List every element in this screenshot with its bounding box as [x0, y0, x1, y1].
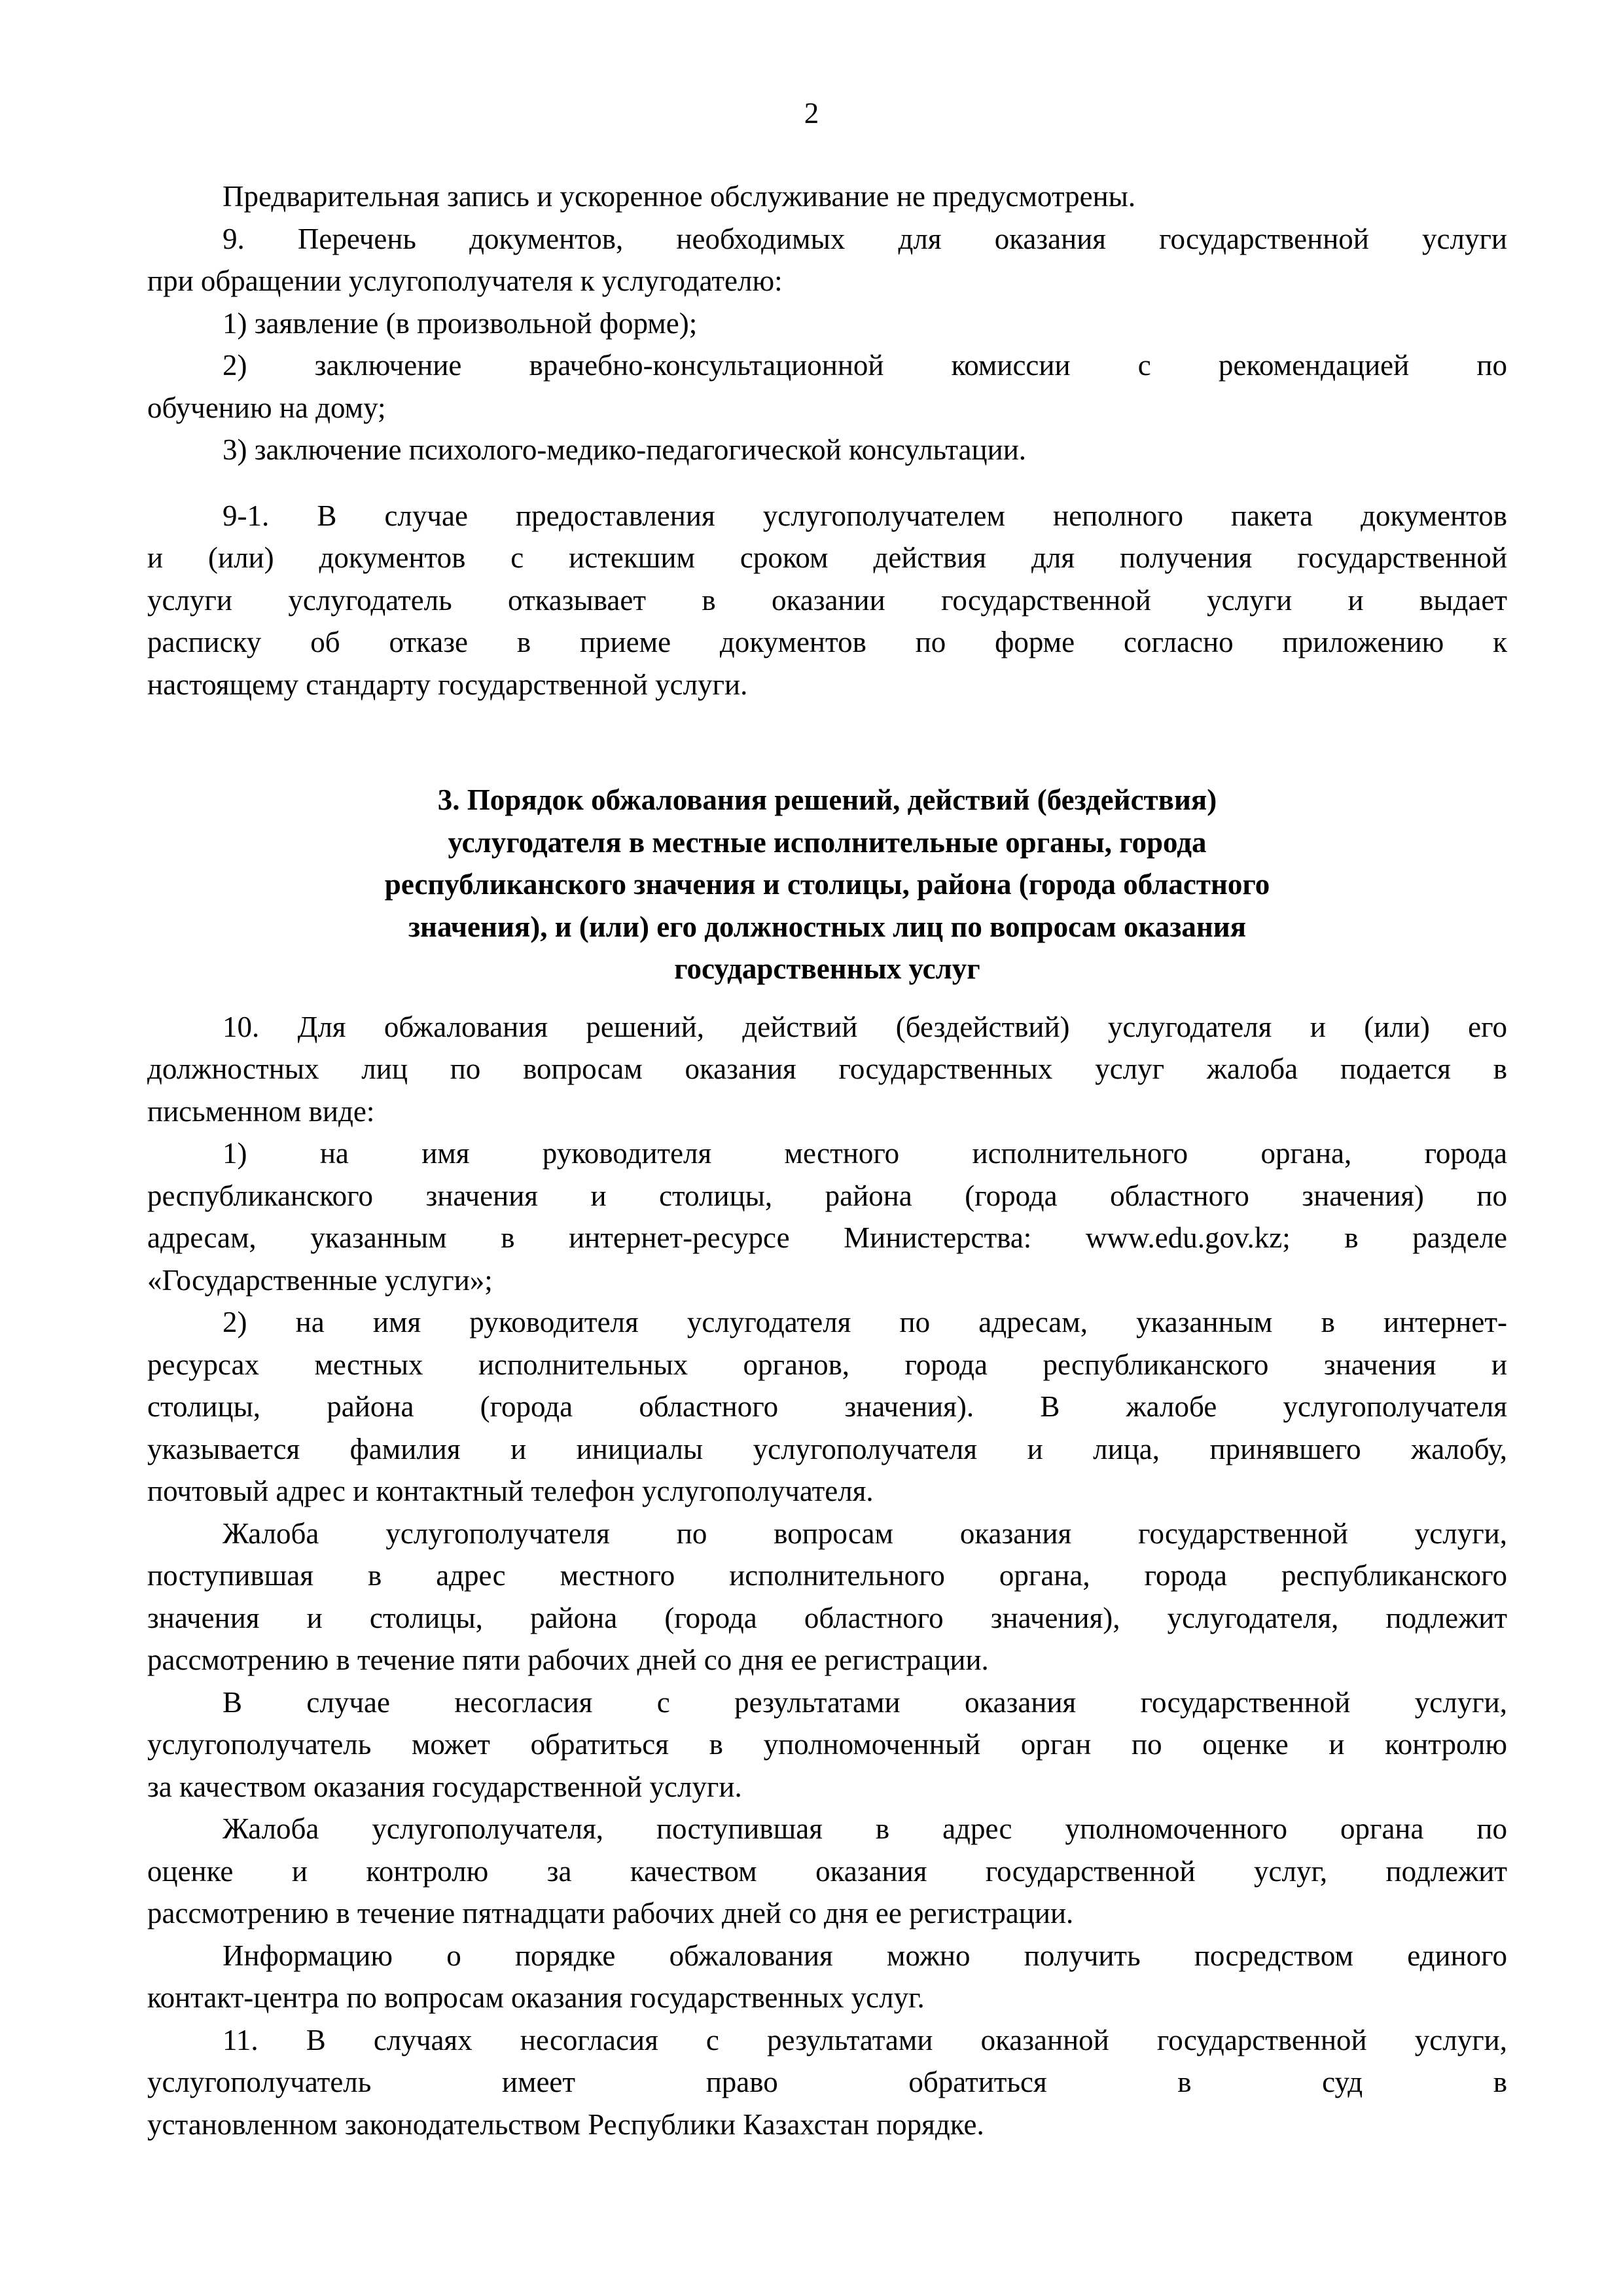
list-item-2-medical-commission — [147, 344, 1507, 429]
paragraph-11-court — [147, 2019, 1507, 2146]
text-line: 2) на имя руководителя услугодателя по адресам, указанным в интернет- — [223, 1306, 1507, 1338]
text-line: услугополучатель может обратиться в уполномоченный орган по оценке и контролю — [147, 1728, 1507, 1761]
text-line: 2) заключение врачебно-консультационной комиссии с рекомендацией по — [223, 349, 1507, 382]
text-line: 3) заключение психолого-медико-педагогической консультации. — [223, 433, 1027, 466]
heading-line: услугодателя в местные исполнительные органы, города — [448, 825, 1207, 859]
text-line: поступившая в адрес местного исполнительного органа, города республиканского — [147, 1559, 1507, 1592]
text-line: письменном виде: — [147, 1094, 375, 1128]
heading-line: республиканского значения и столицы, района (города областного — [384, 868, 1270, 901]
text-line: В случае несогласия с результатами оказания государственной услуги, — [223, 1685, 1507, 1719]
text-line: услуги услугодатель отказывает в оказании государственной услуги и выдает — [147, 583, 1507, 617]
text-line: установленном законодательством Республики Казахстан порядке. — [147, 2108, 984, 2141]
list-item-3-pmpk-conclusion — [147, 429, 1507, 471]
text-line: республиканского значения и столицы, района (города областного значения) по — [147, 1179, 1507, 1212]
paragraph-disagree-authorized-body — [147, 1681, 1507, 1808]
text-line: и (или) документов с истекшим сроком действия для получения государственной — [147, 541, 1507, 574]
text-line: 11. В случаях несогласия с результатами оказанной государственной услуги, — [223, 2023, 1507, 2056]
text-line: при обращении услугополучателя к услугодателю: — [147, 264, 783, 297]
text-line: за качеством оказания государственной услуги. — [147, 1770, 742, 1803]
paragraph-prebooking-note — [147, 175, 1507, 218]
text-line: 9. Перечень документов, необходимых для оказания государственной услуги — [223, 222, 1507, 255]
text-line: рассмотрению в течение пятнадцати рабочих дней со дня ее регистрации. — [147, 1897, 1074, 1929]
text-line: должностных лиц по вопросам оказания государственных услуг жалоба подается в — [147, 1052, 1507, 1085]
list-item-2-provider-address — [147, 1301, 1507, 1513]
page-number: 2 — [804, 97, 819, 130]
paragraph-complaint-review-5-days — [147, 1513, 1507, 1681]
paragraph-contact-center-info — [147, 1935, 1507, 2019]
text-line: столицы, района (города областного значения). В жалобе услугополучателя — [147, 1390, 1507, 1423]
text-line: 1) заявление (в произвольной форме); — [223, 306, 698, 340]
text-line: значения и столицы, района (города областного значения), услугодателя, подлежит — [147, 1601, 1507, 1634]
heading-line: значения), и (или) его должностных лиц по вопросам оказания — [408, 910, 1247, 943]
text-line: Информацию о порядке обжалования можно получить посредством единого — [223, 1939, 1507, 1972]
text-line: обучению на дому; — [147, 391, 386, 424]
text-line: ресурсах местных исполнительных органов, города республиканского значения и — [147, 1348, 1507, 1381]
text-line: Жалоба услугополучателя по вопросам оказания государственной услуги, — [223, 1516, 1507, 1550]
text-line: оценке и контролю за качеством оказания государственной услуг, подлежит — [147, 1854, 1507, 1888]
paragraph-9-documents-intro — [147, 218, 1507, 302]
text-line: указывается фамилия и инициалы услугополучателя и лица, принявшего жалобу, — [147, 1432, 1507, 1465]
text-line: расписку об отказе в приеме документов по форме согласно приложению к — [147, 626, 1507, 658]
text-line: почтовый адрес и контактный телефон услугополучателя. — [147, 1475, 874, 1507]
text-line: контакт-центра по вопросам оказания государственных услуг. — [147, 1981, 925, 2014]
heading-line: государственных услуг — [674, 952, 980, 985]
text-line: «Государственные услуги»; — [147, 1263, 493, 1297]
section-3-heading — [147, 779, 1507, 990]
text-line: услугополучатель имеет право обратиться в суд в — [147, 2066, 1507, 2098]
text-line: рассмотрению в течение пяти рабочих дней со дня ее регистрации. — [147, 1643, 989, 1676]
heading-line: 3. Порядок обжалования решений, действий (бездействия) — [437, 783, 1217, 816]
text-line: 1) на имя руководителя местного исполнительного органа, города — [223, 1137, 1507, 1170]
paragraph-9-1-refusal — [147, 495, 1507, 706]
text-line: Предварительная запись и ускоренное обслуживание не предусмотрены. — [223, 180, 1136, 213]
text-line: настоящему стандарту государственной услуги. — [147, 668, 748, 701]
text-line: Жалоба услугополучателя, поступившая в адрес уполномоченного органа по — [223, 1812, 1507, 1845]
paragraph-10-complaint-intro — [147, 1006, 1507, 1133]
text-line: 10. Для обжалования решений, действий (бездействий) услугодателя и (или) его — [223, 1010, 1507, 1043]
paragraph-complaint-review-15-days — [147, 1808, 1507, 1935]
document-body — [147, 175, 1507, 2145]
list-item-1-local-executive-address — [147, 1132, 1507, 1301]
list-item-1-application — [147, 302, 1507, 345]
text-line: адресам, указанным в интернет-ресурсе Министерства: www.edu.gov.kz; в разделе — [147, 1221, 1507, 1254]
text-line: 9-1. В случае предоставления услугополучателем неполного пакета документов — [223, 499, 1507, 532]
